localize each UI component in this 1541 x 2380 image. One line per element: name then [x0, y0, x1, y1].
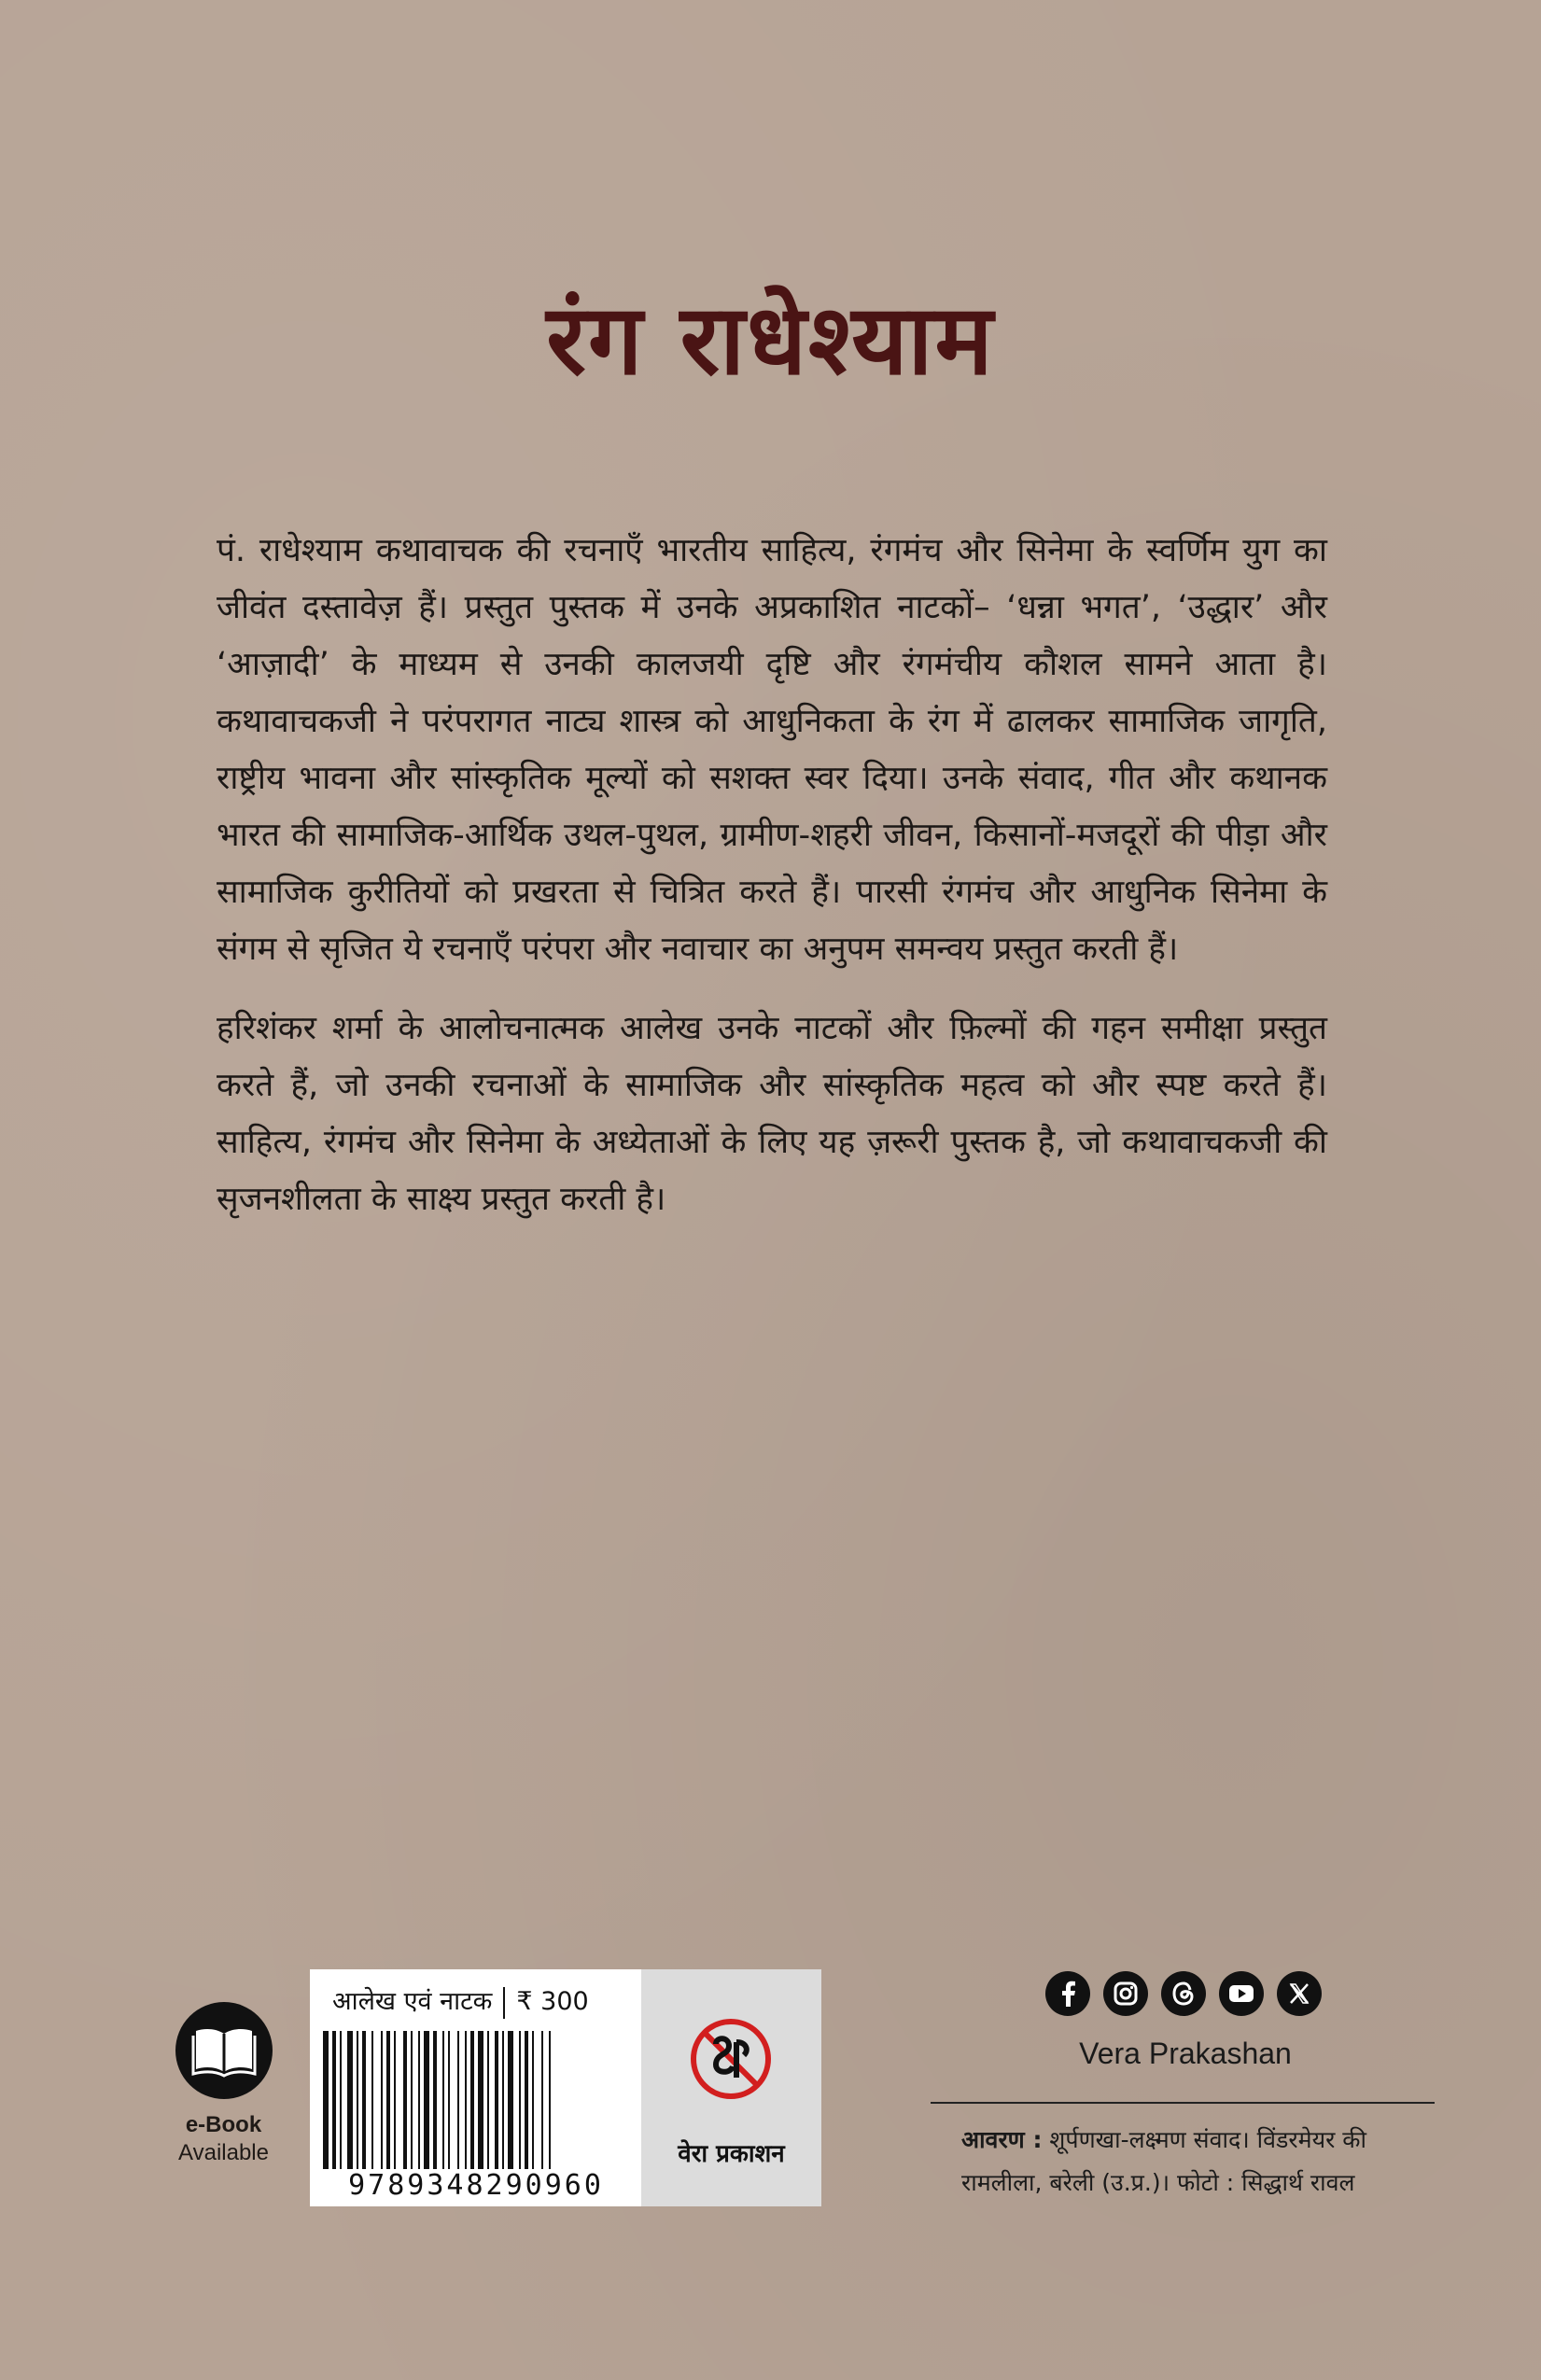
divider — [931, 2102, 1435, 2104]
open-book-icon — [175, 2002, 273, 2099]
blurb-paragraph-1: पं. राधेश्याम कथावाचक की रचनाएँ भारतीय साहित्य, रंगमंच और सिनेमा के स्वर्णिम युग का जीवंत दस्तावेज़ हैं। प्रस्तुत पुस्तक में उनके अप्रकाशित नाटकों– ‘धन्ना भगत’, ‘उद्धार’ और ‘आज़ादी’ के माध्यम से उनकी कालजयी दृष्टि और रंगमंचीय कौशल सामने आता है। कथावाचकजी ने परंपरागत नाट्य शास्त्र को आधुनिकता के रंग में ढालकर सामाजिक जागृति, राष्ट्रीय भावना और सांस्कृतिक मूल्यों को सशक्त स्वर दिया। उनके संवाद, गीत और कथानक भारत की सामाजिक-आर्थिक उथल-पुथल, ग्रामीण-शहरी जीवन, किसानों-मजदूरों की पीड़ा और सामाजिक कुरीतियों को प्रखरता से चित्रित करते हैं। पारसी रंगमंच और आधुनिक सिनेमा के संगम से सृजित ये रचनाएँ परंपरा और नवाचार का अनुपम समन्वय प्रस्तुत करती हैं। — [217, 532, 1327, 968]
divider — [503, 1987, 505, 2019]
threads-icon[interactable] — [1161, 1971, 1206, 2016]
youtube-icon[interactable] — [1219, 1971, 1264, 2016]
cover-credit — [961, 2119, 1409, 2205]
facebook-icon[interactable] — [1045, 1971, 1090, 2016]
book-title: रंग राधेश्याम — [546, 282, 995, 397]
x-icon[interactable] — [1277, 1971, 1322, 2016]
publisher-logo-panel — [641, 1969, 821, 2206]
ebook-subtitle: Available — [178, 2140, 269, 2165]
isbn-number: 9789348290960 — [348, 2169, 604, 2202]
ebook-badge — [161, 2002, 287, 2166]
barcode-header — [332, 1982, 589, 2019]
book-category: आलेख एवं नाटक — [332, 1987, 493, 2016]
blurb-paragraph-2: हरिशंकर शर्मा के आलोचनात्मक आलेख उनके नाटकों और फ़िल्मों की गहन समीक्षा प्रस्तुत करते हैं, जो उनकी रचनाओं के सामाजिक और सांस्कृतिक महत्व को और स्पष्ट करते हैं। साहित्य, रंगमंच और सिनेमा के अध्येताओं के लिए यह ज़रूरी पुस्तक है, जो कथावाचकजी की सृजनशीलता के साक्ष्य प्रस्तुत करती है। — [217, 1010, 1327, 1218]
barcode-icon — [323, 2031, 629, 2169]
ebook-title: e-Book — [185, 2112, 262, 2137]
cover-credit-text: शूर्पणखा-लक्ष्मण संवाद। विंडरमेयर की रामलीला, बरेली (उ.प्र.)। फोटो : सिद्धार्थ रावल — [961, 2126, 1366, 2196]
publisher-logo-name: वेरा प्रकाशन — [678, 2140, 785, 2168]
barcode-panel — [310, 1969, 641, 2206]
instagram-icon[interactable] — [1103, 1971, 1148, 2016]
publisher-name: Vera Prakashan — [1079, 2037, 1292, 2070]
book-price: ₹ 300 — [516, 1987, 589, 2016]
social-links — [1045, 1971, 1322, 2016]
blurb — [217, 523, 1327, 1251]
publisher-logo-icon — [688, 2016, 774, 2102]
cover-credit-label: आवरण : — [961, 2126, 1043, 2153]
